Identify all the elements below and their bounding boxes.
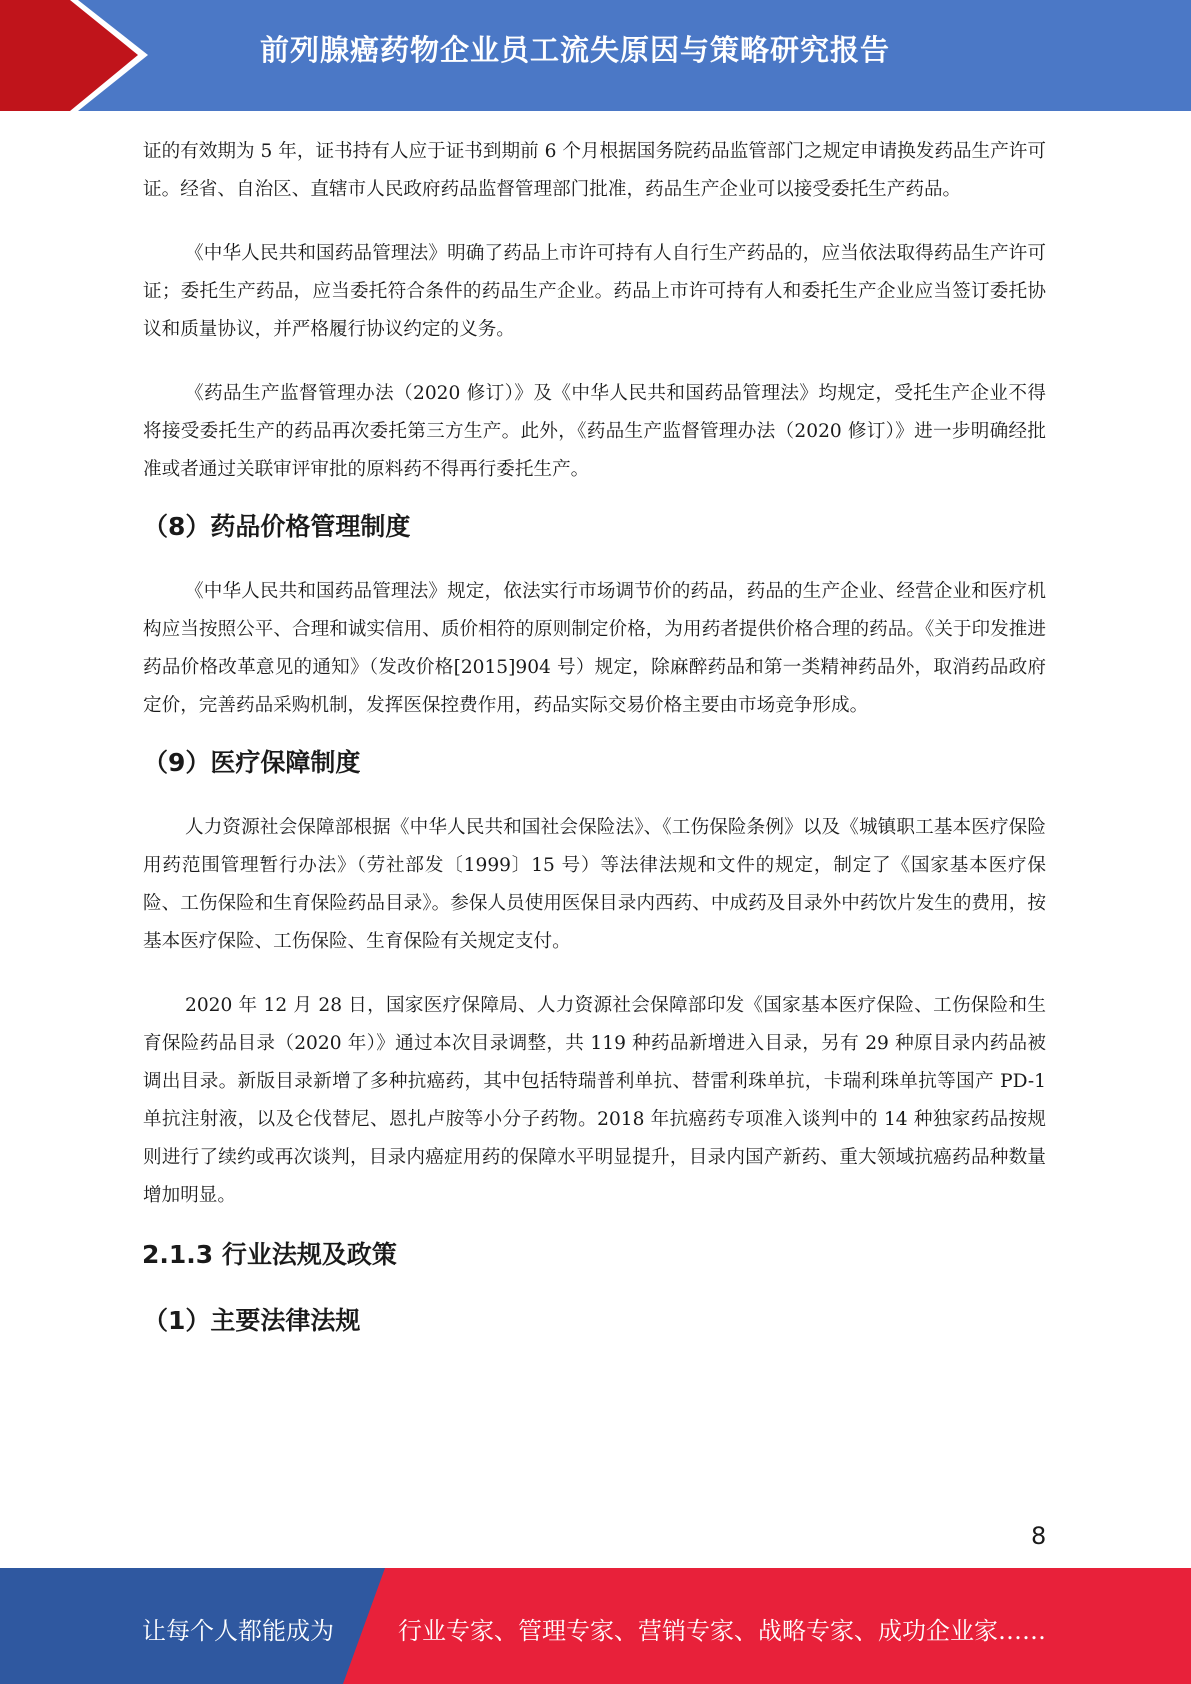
paragraph-2020-catalog-update: 2020 年 12 月 28 日，国家医疗保障局、人力资源社会保障部印发《国家基本医疗保险、工伤保险和生育保险药品目录（2020 年）》通过本次目录调整，共 119 种药品新增进入目录，另有 29 种原目录内药品被调出目录。新版目录新增了多种抗癌药，其中包括特瑞普利单抗、替雷利珠单抗，卡瑞利珠单抗等国产 PD-1 单抗注射液，以及仑伐替尼、恩扎卢胺等小分子药物。2018 年抗癌药专项准入谈判中的 14 种独家药品按规则进行了续约或再次谈判，目录内癌症用药的保障水平明显提升，目录内国产新药、重大领域抗癌药品种数量增加明显。: [143, 995, 1046, 1206]
page-footer: [0, 1568, 1191, 1684]
paragraph-drug-pricing: 《中华人民共和国药品管理法》规定，依法实行市场调节价的药品，药品的生产企业、经营企业和医疗机构应当按照公平、合理和诚实信用、质价相符的原则制定价格，为用药者提供价格合理的药品。《关于印发推进药品价格改革意见的通知》（发改价格[2015]904 号）规定，除麻醉药品和第一类精神药品外，取消药品政府定价，完善药品采购机制，发挥医保控费作用，药品实际交易价格主要由市场竞争形成。: [143, 581, 1046, 716]
paragraph-drug-admin-law-production: 《中华人民共和国药品管理法》明确了药品上市许可持有人自行生产药品的，应当依法取得药品生产许可证；委托生产药品，应当委托符合条件的药品生产企业。药品上市许可持有人和委托生产企业应当签订委托协议和质量协议，并严格履行协议约定的义务。: [143, 243, 1046, 340]
footer-slogan-left: 让每个人都能成为: [142, 1617, 334, 1645]
paragraph-insurance-catalog: 人力资源社会保障部根据《中华人民共和国社会保险法》、《工伤保险条例》以及《城镇职工基本医疗保险用药范围管理暂行办法》（劳社部发〔1999〕15 号）等法律法规和文件的规定，制定了《国家基本医疗保险、工伤保险和生育保险药品目录》。参保人员使用医保目录内西药、中成药及目录外中药饮片发生的费用，按基本医疗保险、工伤保险、生育保险有关规定支付。: [143, 817, 1046, 952]
report-title: 前列腺癌药物企业员工流失原因与策略研究报告: [260, 33, 891, 67]
footer-slogan-right: 行业专家、管理专家、营销专家、战略专家、成功企业家……: [398, 1617, 1046, 1645]
page-header: [0, 0, 1191, 111]
heading-drug-price-management: （8）药品价格管理制度: [143, 512, 411, 541]
document-body: [143, 133, 1046, 1337]
paragraph-production-supervision: 《药品生产监督管理办法（2020 修订）》及《中华人民共和国药品管理法》均规定，受托生产企业不得将接受委托生产的药品再次委托第三方生产。此外，《药品生产监督管理办法（2020 修订）》进一步明确经批准或者通过关联审评审批的原料药不得再行委托生产。: [143, 383, 1046, 480]
page-number: 8: [1031, 1522, 1047, 1550]
header-red-arrow-decoration: [0, 0, 140, 111]
paragraph-license-validity: 证的有效期为 5 年，证书持有人应于证书到期前 6 个月根据国务院药品监管部门之规定申请换发药品生产许可证。经省、自治区、直辖市人民政府药品监督管理部门批准，药品生产企业可以接受委托生产药品。: [143, 141, 1046, 200]
heading-medical-insurance: （9）医疗保障制度: [143, 748, 361, 777]
heading-industry-regulations: 2.1.3 行业法规及政策: [142, 1240, 397, 1269]
heading-main-laws: （1）主要法律法规: [143, 1306, 361, 1335]
